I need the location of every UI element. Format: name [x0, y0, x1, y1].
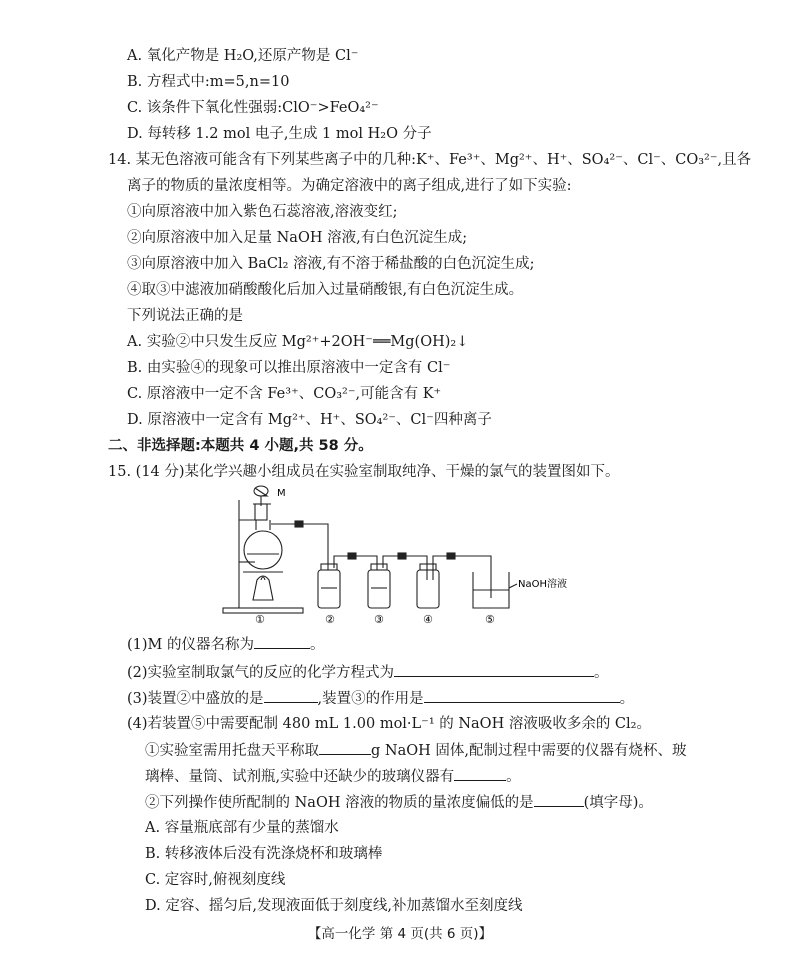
- answer-blank[interactable]: [454, 766, 506, 781]
- q14-experiment-2: ②向原溶液中加入足量 NaOH 溶液,有白色沉淀生成;: [127, 230, 468, 246]
- q15-part-1-text: (1)M 的仪器名称为: [127, 637, 254, 653]
- q15-part-2: [127, 662, 609, 683]
- apparatus-figure: [215, 480, 567, 628]
- q14-stem-line2: 离子的物质的量浓度相等。为确定溶液中的离子组成,进行了如下实验:: [127, 178, 572, 194]
- q15-part-4-2-text-b: (填字母)。: [583, 795, 653, 811]
- q15-part-4-1-text-a: ①实验室需用托盘天平称取: [145, 743, 319, 759]
- q14-experiment-4: ④取③中滤液加硝酸酸化后加入过量硝酸银,有白色沉淀生成。: [127, 282, 524, 298]
- answer-blank[interactable]: [254, 634, 310, 649]
- label-m: M: [277, 488, 286, 499]
- q15-option-c: C. 定容时,俯视刻度线: [145, 872, 286, 888]
- q15-option-d: D. 定容、摇匀后,发现液面低于刻度线,补加蒸馏水至刻度线: [145, 898, 523, 914]
- q15-part-4-1-text-c: 璃棒、量筒、试剂瓶,实验中还缺少的玻璃仪器有: [145, 769, 455, 785]
- apparatus-number-2: ②: [325, 613, 335, 626]
- punct: 。: [619, 691, 635, 707]
- apparatus-number-1: ①: [255, 613, 265, 626]
- q14-option-d: D. 原溶液中一定含有 Mg²⁺、H⁺、SO₄²⁻、Cl⁻四种离子: [127, 412, 492, 428]
- punct: 。: [506, 769, 521, 785]
- page-footer: 【高一化学 第 4 页(共 6 页)】: [307, 926, 493, 942]
- q15-stem: 15. (14 分)某化学兴趣小组成员在实验室制取纯净、干燥的氯气的装置图如下。: [108, 464, 620, 480]
- label-naoh: NaOH溶液: [518, 579, 567, 590]
- q13-option-a: A. 氧化产物是 H₂O,还原产物是 Cl⁻: [127, 48, 359, 64]
- q15-part-4-1-line2: [145, 766, 521, 787]
- q15-part-3-text-a: (3)装置②中盛放的是: [127, 691, 264, 707]
- apparatus-number-5: ⑤: [485, 613, 495, 626]
- punct: 。: [594, 665, 609, 681]
- q15-part-1: [127, 634, 325, 655]
- q15-option-b: B. 转移液体后没有洗涤烧杯和玻璃棒: [145, 846, 383, 862]
- answer-blank[interactable]: [424, 688, 620, 703]
- q13-option-d: D. 每转移 1.2 mol 电子,生成 1 mol H₂O 分子: [127, 126, 432, 142]
- q15-part-3: [127, 688, 634, 709]
- answer-blank[interactable]: [394, 662, 594, 677]
- q14-experiment-3: ③向原溶液中加入 BaCl₂ 溶液,有不溶于稀盐酸的白色沉淀生成;: [127, 256, 535, 272]
- apparatus-number-4: ④: [423, 613, 433, 626]
- q14-experiment-1: ①向原溶液中加入紫色石蕊溶液,溶液变红;: [127, 204, 398, 220]
- q15-part-2-text: (2)实验室制取氯气的反应的化学方程式为: [127, 665, 395, 681]
- q14-option-b: B. 由实验④的现象可以推出原溶液中一定含有 Cl⁻: [127, 360, 451, 376]
- q15-part-3-text-b: ,装置③的作用是: [317, 691, 424, 707]
- answer-blank[interactable]: [534, 792, 584, 807]
- q14-option-a: A. 实验②中只发生反应 Mg²⁺+2OH⁻══Mg(OH)₂↓: [127, 334, 469, 350]
- answer-blank[interactable]: [264, 688, 318, 703]
- q15-part-4-2-text-a: ②下列操作使所配制的 NaOH 溶液的物质的量浓度偏低的是: [145, 795, 534, 811]
- q13-option-b: B. 方程式中:m=5,n=10: [127, 74, 290, 90]
- q15-part-4: (4)若装置⑤中需要配制 480 mL 1.00 mol·L⁻¹ 的 NaOH 溶液吸收多余的 Cl₂。: [127, 716, 651, 732]
- q15-option-a: A. 容量瓶底部有少量的蒸馏水: [145, 820, 339, 836]
- apparatus-number-3: ③: [374, 613, 384, 626]
- q14-option-c: C. 原溶液中一定不含 Fe³⁺、CO₃²⁻,可能含有 K⁺: [127, 386, 442, 402]
- q15-part-4-1-text-b: g NaOH 固体,配制过程中需要的仪器有烧杯、玻: [371, 743, 687, 759]
- q15-part-4-1-line1: [145, 740, 686, 761]
- section-heading: 二、非选择题:本题共 4 小题,共 58 分。: [108, 438, 373, 454]
- q13-option-c: C. 该条件下氧化性强弱:ClO⁻>FeO₄²⁻: [127, 100, 379, 116]
- q15-part-4-2: [145, 792, 653, 813]
- q14-prompt: 下列说法正确的是: [127, 308, 243, 324]
- q14-stem-line1: 14. 某无色溶液可能含有下列某些离子中的几种:K⁺、Fe³⁺、Mg²⁺、H⁺、SO₄²⁻、Cl⁻、CO₃²⁻,且各: [108, 152, 752, 168]
- punct: 。: [310, 637, 325, 653]
- answer-blank[interactable]: [319, 740, 371, 755]
